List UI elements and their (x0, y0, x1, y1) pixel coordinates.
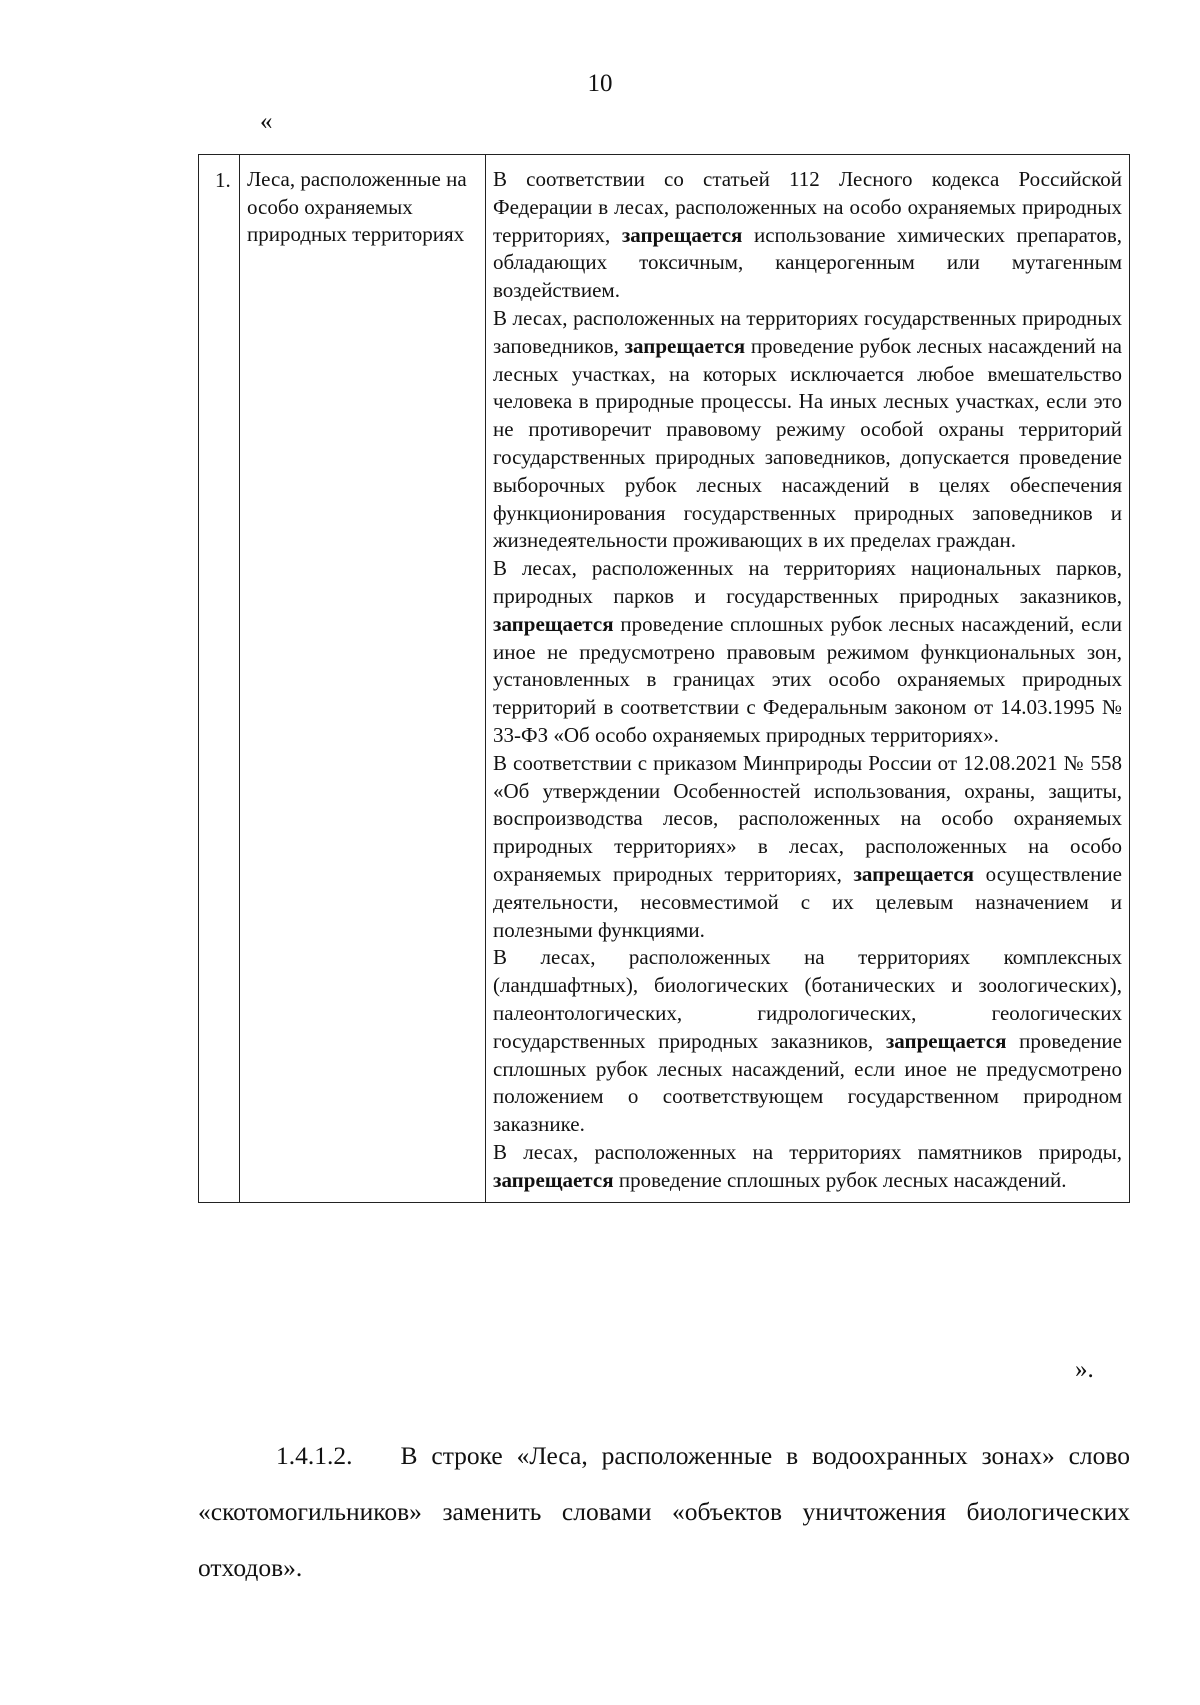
prohibition-keyword: запрещается (621, 222, 743, 247)
paragraph-text: проведение сплошных рубок лесных насаждений. (613, 1167, 1067, 1192)
restriction-paragraph (493, 750, 1122, 945)
paragraph-text: В соответствии со статьей 112 Лесного кодекса Российской Федерации в лесах, расположенных на особо охраняемых природных территориях, (493, 167, 1122, 247)
paragraph-text: проведение рубок лесных насаждений на лесных участках, на которых исключается любое вмешательство человека в природные процессы. На иных лесных участках, если это не противоречит правовому режиму особой охраны территорий государственных природных заповедников, допускается проведение выборочных рубок лесных насаждений в целях обеспечения функционирования государственных природных заповедников и жизнедеятельности проживающих в их пределах граждан. (493, 333, 1122, 553)
paragraph-text: осуществление деятельности, несовместимой с их целевым назначением и полезными функциями. (493, 861, 1122, 942)
prohibition-keyword: запрещается (853, 861, 975, 886)
restriction-paragraph (493, 1139, 1122, 1195)
row-number-cell (199, 155, 240, 1203)
paragraph-text: В лесах, расположенных на территориях национальных парков, природных парков и государственных природных заказников, (493, 556, 1122, 608)
row-number: 1. (215, 168, 231, 192)
prohibition-keyword: запрещается (885, 1028, 1007, 1053)
restrictions-text (486, 155, 1129, 1202)
restriction-paragraph (493, 944, 1122, 1139)
amendment-paragraph (198, 1428, 1130, 1596)
opening-quote: « (260, 108, 273, 135)
restriction-paragraph (493, 555, 1122, 750)
clause-number: 1.4.1.2. (276, 1440, 353, 1470)
paragraph-text: проведение сплошных рубок лесных насаждений, если иное не предусмотрено положением о соответствующем государственном природном заказнике. (493, 1028, 1122, 1137)
paragraph-text: В лесах, расположенных на территориях памятников природы, (493, 1139, 1122, 1164)
paragraph-text: В лесах, расположенных на территориях комплексных (ландшафтных), биологических (ботанических и зоологических), палеонтологических, гидрологических, геологических государственных природных заказников, (493, 945, 1122, 1053)
prohibition-keyword: запрещается (493, 1167, 614, 1192)
forest-category-name: Леса, расположенные на особо охраняемых природных территориях (247, 167, 467, 246)
restrictions-cell (486, 155, 1130, 1203)
page-number: 10 (587, 70, 613, 97)
prohibition-keyword: запрещается (624, 333, 746, 358)
closing-quote: ». (1075, 1356, 1094, 1383)
paragraph-text: В соответствии с приказом Минприроды России от 12.08.2021 № 558 «Об утверждении Особенностей использования, охраны, защиты, воспроизводства лесов, расположенных на особо охраняемых природных территориях» в лесах, расположенных на особо охраняемых природных территориях, (493, 750, 1122, 886)
restriction-paragraph (493, 166, 1122, 305)
prohibition-keyword: запрещается (493, 611, 614, 636)
amendment-text: В строке «Леса, расположенные в водоохранных зонах» слово «скотомогильников» заменить словами «объектов уничтожения биологических отходов». (198, 1440, 1130, 1582)
paragraph-text: В лесах, расположенных на территориях государственных природных заповедников, (493, 305, 1122, 358)
paragraph-text: использование химических препаратов, обладающих токсичным, канцерогенным или мутагенным воздействием. (493, 222, 1122, 303)
restriction-paragraph (493, 305, 1122, 555)
paragraph-text: проведение сплошных рубок лесных насаждений, если иное не предусмотрено правовым режимом функциональных зон, установленных в границах этих особо охраняемых природных территорий в соответствии с Федеральным законом от 14.03.1995 № 33-ФЗ «Об особо охраняемых природных территориях». (493, 611, 1122, 747)
regulation-table (198, 154, 1130, 1203)
table-row (199, 155, 1130, 1203)
forest-category-cell (240, 155, 486, 1203)
